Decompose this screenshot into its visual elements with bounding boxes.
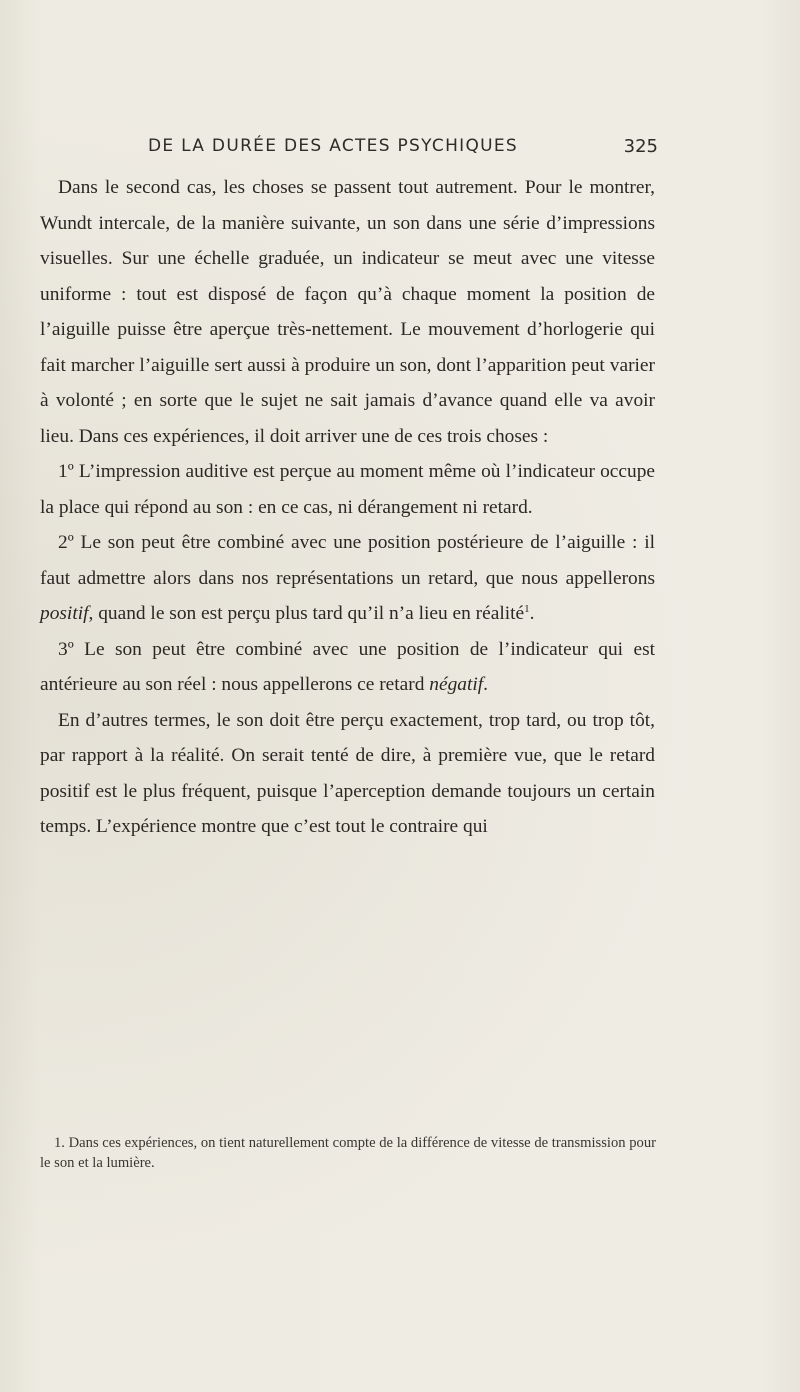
page-header: [148, 136, 658, 166]
paragraph-conclusion: En d’autres termes, le son doit être perçu exactement, trop tard, ou trop tôt, par rapport à la réalité. On serait tenté de dire, à première vue, que le retard positif est le plus fréquent, puisque l’aperception demande toujours un certain temps. L’expérience montre que c’est tout le contraire qui: [40, 709, 655, 837]
paragraph-case-1: 1º L’impression auditive est perçue au moment même où l’indicateur occupe la place qui répond au son : en ce cas, ni dérangement ni retard.: [40, 461, 655, 518]
case-3-text-b: .: [483, 674, 488, 695]
footnote-text: 1. Dans ces expériences, on tient naturellement compte de la différence de vitesse de transmission pour le son et la lumière.: [40, 1135, 656, 1171]
case-3-text-a: 3º Le son peut être combiné avec une position de l’indicateur qui est antérieure au son réel : nous appellerons ce retard: [40, 638, 655, 695]
case-2-text-a: 2º Le son peut être combiné avec une position postérieure de l’aiguille : il faut admettre alors dans nos représentations un retard, que nous appellerons: [40, 532, 655, 589]
running-title: DE LA DURÉE DES ACTES PSYCHIQUES: [148, 136, 519, 156]
term-negatif: négatif: [429, 674, 484, 695]
paragraph-case-2: [40, 525, 655, 632]
page-number: 325: [623, 136, 658, 157]
paragraph-intro: Dans le second cas, les choses se passent tout autrement. Pour le montrer, Wundt intercale, de la manière suivante, un son dans une série d’impressions visuelles. Sur une échelle graduée, un indicateur se meut avec une vitesse uniforme : tout est disposé de façon qu’à chaque moment la position de l’aiguille puisse être aperçue très-nettement. Le mouvement d’horlogerie qui fait marcher l’aiguille sert aussi à produire un son, dont l’apparition peut varier à volonté ; en sorte que le sujet ne sait jamais d’avance quand elle va avoir lieu. Dans ces expériences, il doit arriver une de ces trois choses :: [40, 177, 655, 447]
main-text: [40, 170, 655, 845]
paragraph-case-3: [40, 632, 655, 703]
case-2-text-c: .: [529, 603, 535, 624]
term-positif: positif: [40, 603, 89, 624]
footnote-marker: 1: [524, 603, 530, 615]
footnote: [40, 1133, 656, 1173]
case-2-text-b: , quand le son est perçu plus tard qu’il n’a lieu en réalité: [88, 603, 525, 624]
